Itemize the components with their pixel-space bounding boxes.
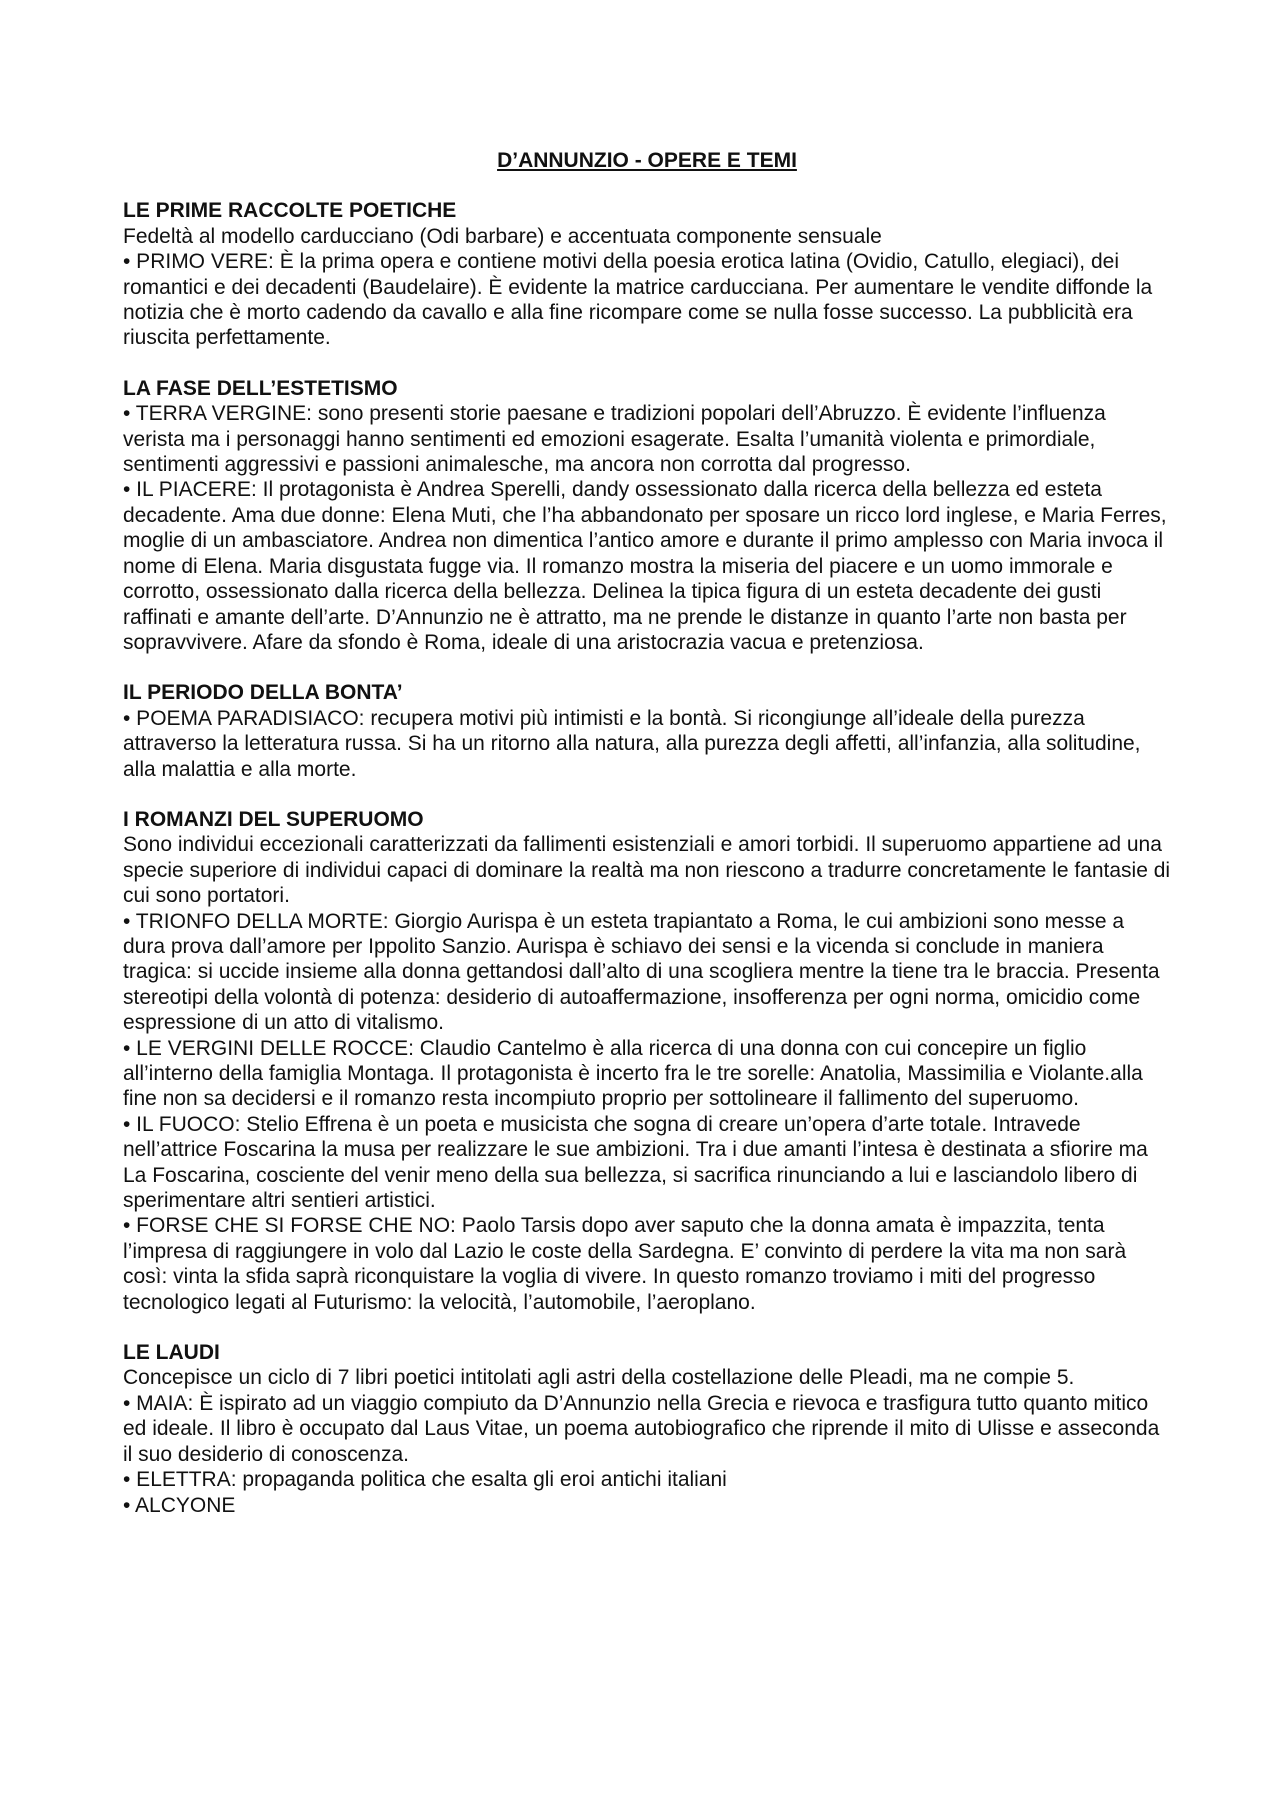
paragraph: • MAIA: È ispirato ad un viaggio compiuto da D’Annunzio nella Grecia e rievoca e trasfigura tutto quanto mitico ed ideale. Il libro è occupato dal Laus Vitae, un poema autobiografico che riprende il mito di Ulisse e asseconda il suo desiderio di conoscenza. bbox=[123, 1391, 1160, 1466]
section-laudi bbox=[123, 1340, 1171, 1518]
section-heading: I ROMANZI DEL SUPERUOMO bbox=[123, 807, 424, 831]
section-heading: IL PERIODO DELLA BONTA’ bbox=[123, 681, 403, 705]
section-estetismo bbox=[123, 376, 1171, 655]
document-body bbox=[123, 148, 1171, 1543]
paragraph: • POEMA PARADISIACO: recupera motivi più intimisti e la bontà. Si ricongiunge all’ideale della purezza attraverso la letteratura russa. Si ha un ritorno alla natura, alla purezza degli affetti, all’infanzia, alla solitudine, alla malattia e alla morte. bbox=[123, 706, 1141, 781]
paragraph: • TERRA VERGINE: sono presenti storie paesane e tradizioni popolari dell’Abruzzo. È evidente l’influenza verista ma i personaggi hanno sentimenti ed emozioni esagerate. Esalta l’umanità violenta e primordiale, sentimenti aggressivi e passioni animalesche, ma ancora non corrotta dal progresso. bbox=[123, 402, 1106, 477]
paragraph: • TRIONFO DELLA MORTE: Giorgio Aurispa è un esteta trapiantato a Roma, le cui ambizioni sono messe a dura prova dall’amore per Ippolito Sanzio. Aurispa è schiavo dei sensi e la vicenda si conclude in maniera tragica: si uccide insieme alla donna gettandosi dall’alto di una scogliera mentre la tiene tra le braccia. Presenta stereotipi della volontà di potenza: desiderio di autoaffermazione, insofferenza per ogni norma, omicidio come espressione di un atto di vitalismo. bbox=[123, 909, 1160, 1035]
paragraph: • IL FUOCO: Stelio Effrena è un poeta e musicista che sogna di creare un’opera d’arte totale. Intravede nell’attrice Foscarina la musa per realizzare le sue ambizioni. Tra i due amanti l’intesa è destinata a sfiorire ma La Foscarina, cosciente del venir meno della sua bellezza, si sacrifica rinunciando a lui e lasciandolo libero di sperimentare altri sentieri artistici. bbox=[123, 1112, 1148, 1213]
section-heading: LE PRIME RACCOLTE POETICHE bbox=[123, 199, 457, 223]
paragraph: Concepisce un ciclo di 7 libri poetici intitolati agli astri della costellazione delle Pleadi, ma ne compie 5. bbox=[123, 1366, 1075, 1390]
document-title: D’ANNUNZIO - OPERE E TEMI bbox=[497, 149, 797, 172]
paragraph: • LE VERGINI DELLE ROCCE: Claudio Cantelmo è alla ricerca di una donna con cui concepire un figlio all’interno della famiglia Montaga. Il protagonista è incerto fra le tre sorelle: Anatolia, Massimilia e Violante.alla fine non sa decidersi e il romanzo resta incompiuto proprio per sottolineare il fallimento del superuomo. bbox=[123, 1036, 1143, 1111]
section-heading: LE LAUDI bbox=[123, 1341, 220, 1365]
paragraph: Fedeltà al modello carducciano (Odi barbare) e accentuata componente sensuale bbox=[123, 224, 882, 248]
paragraph: • PRIMO VERE: È la prima opera e contiene motivi della poesia erotica latina (Ovidio, Catullo, elegiaci), dei romantici e dei decadenti (Baudelaire). È evidente la matrice carducciana. Per aumentare le vendite diffonde la notizia che è morto cadendo da cavallo e alla fine ricompare come se nulla fosse successo. La pubblicità era riuscita perfettamente. bbox=[123, 250, 1153, 350]
paragraph: • FORSE CHE SI FORSE CHE NO: Paolo Tarsis dopo aver saputo che la donna amata è impazzita, tenta l’impresa di raggiungere in volo dal Lazio le coste della Sardegna. E’ convinto di perdere la vita ma non sarà così: vinta la sfida saprà riconquistare la voglia di vivere. In questo romanzo troviamo i miti del progresso tecnologico legati al Futurismo: la velocità, l’automobile, l’aeroplano. bbox=[123, 1214, 1127, 1314]
section-heading: LA FASE DELL’ESTETISMO bbox=[123, 376, 398, 400]
section-superuomo bbox=[123, 807, 1171, 1315]
paragraph: • IL PIACERE: Il protagonista è Andrea Sperelli, dandy ossessionato dalla ricerca della bellezza ed esteta decadente. Ama due donne: Elena Muti, che l’ha abbandonato per sposare un ricco lord inglese, e Maria Ferres, moglie di un ambasciatore. Andrea non dimentica l’antico amore e durante il primo amplesso con Maria invoca il nome di Elena. Maria disgustata fugge via. Il romanzo mostra la miseria del piacere e un uomo immorale e corrotto, ossessionato dalla ricerca della bellezza. Delinea la tipica figura di un esteta decadente dei gusti raffinati e amante dell’arte. D’Annunzio ne è attratto, ma ne prende le distanze in quanto l’arte non basta per sopravvivere. Afare da sfondo è Roma, ideale di una aristocrazia vacua e pretenziosa. bbox=[123, 478, 1167, 654]
paragraph: • ALCYONE bbox=[123, 1493, 236, 1517]
paragraph: • ELETTRA: propaganda politica che esalta gli eroi antichi italiani bbox=[123, 1468, 727, 1492]
section-bonta bbox=[123, 680, 1171, 782]
section-prime-raccolte bbox=[123, 198, 1171, 350]
paragraph: Sono individui eccezionali caratterizzati da fallimenti esistenziali e amori torbidi. Il superuomo appartiene ad una specie superiore di individui capaci di dominare la realtà ma non riescono a tradurre concretamente le fantasie di cui sono portatori. bbox=[123, 833, 1171, 908]
